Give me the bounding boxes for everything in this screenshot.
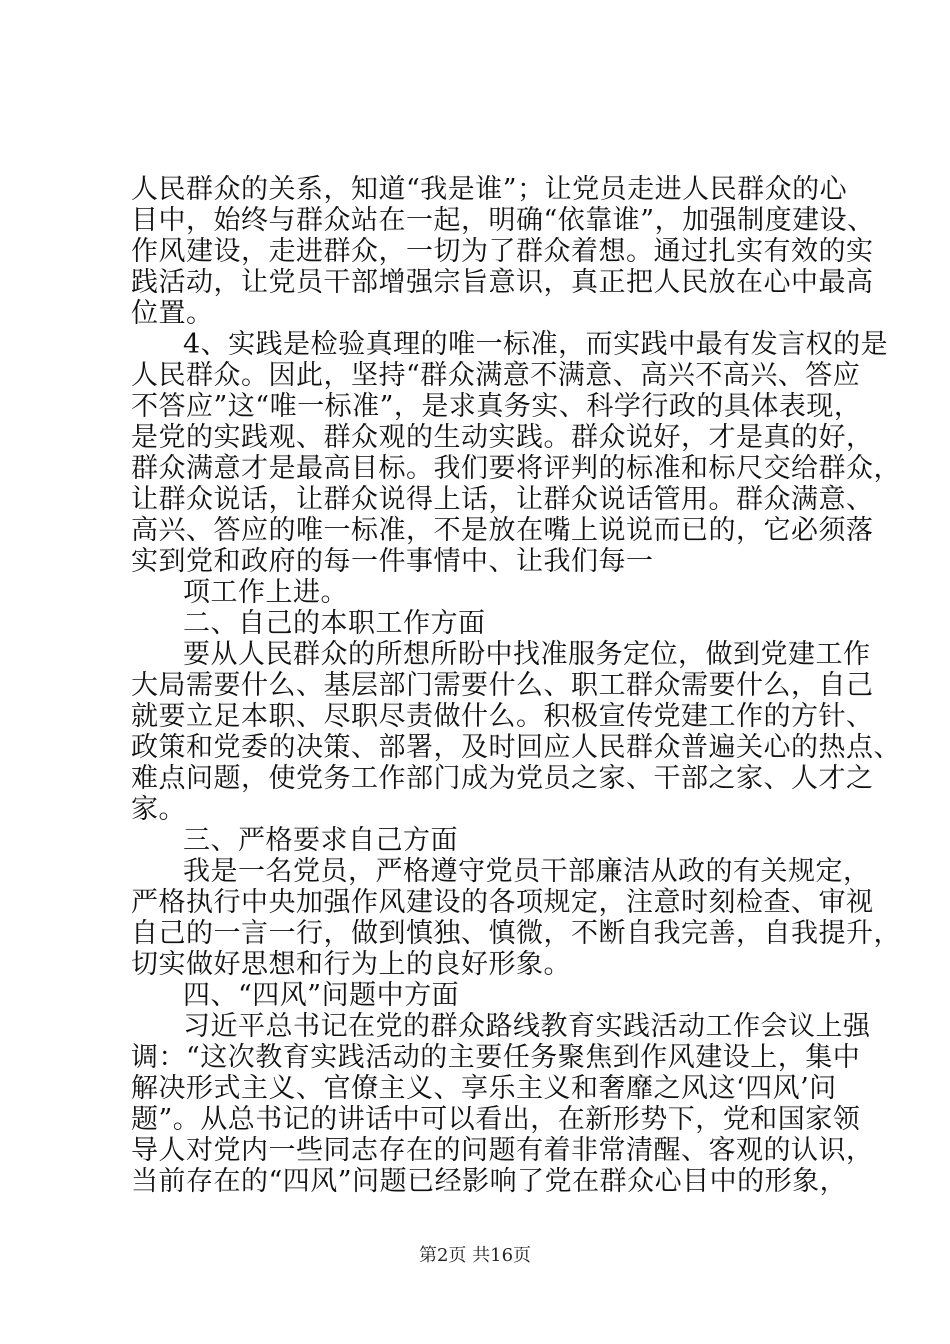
page-footer: 第2页 共16页 (418, 1245, 532, 1266)
text-line: 大局需要什么、基层部门需要什么、职工群众需要什么，自己 (131, 670, 874, 701)
text-line: 不答应”这“唯一标准”，是求真务实、科学行政的具体表现， (131, 391, 862, 422)
text-line: 人民群众。因此，坚持“群众满意不满意、高兴不高兴、答应 (131, 360, 861, 391)
text-line: 位置。 (131, 298, 214, 329)
paragraph-start-line: 习近平总书记在党的群众路线教育实践活动工作会议上强 (183, 1011, 871, 1042)
text-line: 导人对党内一些同志存在的问题有着非常清醒、客观的认识， (131, 1135, 874, 1166)
text-line: 就要立足本职、尽职尽责做什么。积极宣传党建工作的方针、 (131, 701, 874, 732)
text-line: 难点问题，使党务工作部门成为党员之家、干部之家、人才之 (131, 763, 874, 794)
text-line: 严格执行中央加强作风建设的各项规定，注意时刻检查、审视 (131, 887, 874, 918)
text-line: 目中，始终与群众站在一起，明确“依靠谁”，加强制度建设、 (131, 205, 875, 236)
text-line: 作风建设，走进群众，一切为了群众着想。通过扎实有效的实 (131, 236, 874, 267)
text-line: 实到党和政府的每一件事情中、让我们每一 (131, 546, 654, 577)
text-line: 调：“这次教育实践活动的主要任务聚焦到作风建设上，集中 (131, 1042, 861, 1073)
paragraph-start-line: 4、实践是检验真理的唯一标准，而实践中最有发言权的是 (183, 329, 889, 360)
text-line: 人民群众的关系，知道“我是谁”；让党员走进人民群众的心 (131, 174, 848, 205)
section-heading: 三、严格要求自己方面 (183, 825, 458, 856)
text-line: 项工作上进。 (183, 577, 348, 608)
text-line: 家。 (131, 794, 186, 825)
text-line: 自己的一言一行，做到慎独、慎微，不断自我完善，自我提升， (131, 918, 901, 949)
paragraph-start-line: 要从人民群众的所想所盼中找准服务定位，做到党建工作 (183, 639, 871, 670)
text-line: 是党的实践观、群众观的生动实践。群众说好，才是真的好， (131, 422, 874, 453)
text-line: 让群众说话，让群众说得上话，让群众说话管用。群众满意、 (131, 484, 874, 515)
section-heading: 二、自己的本职工作方面 (183, 608, 486, 639)
text-line: 群众满意才是最高目标。我们要将评判的标准和标尺交给群众， (131, 453, 901, 484)
text-line: 践活动，让党员干部增强宗旨意识，真正把人民放在心中最高 (131, 267, 874, 298)
text-line: 当前存在的“四风”问题已经影响了党在群众心目中的形象， (131, 1166, 848, 1197)
paragraph-start-line: 我是一名党员，严格遵守党员干部廉洁从政的有关规定， (183, 856, 871, 887)
text-line: 政策和党委的决策、部署，及时回应人民群众普遍关心的热点、 (131, 732, 901, 763)
text-line: 切实做好思想和行为上的良好形象。 (131, 949, 571, 980)
text-line: 高兴、答应的唯一标准，不是放在嘴上说说而已的，它必须落 (131, 515, 874, 546)
text-line: 题”。从总书记的讲话中可以看出，在新形势下，党和国家领 (131, 1104, 861, 1135)
text-line: 解决形式主义、官僚主义、享乐主义和奢靡之风这‘四风’问 (131, 1073, 837, 1104)
section-heading: 四、“四风”问题中方面 (183, 980, 460, 1011)
